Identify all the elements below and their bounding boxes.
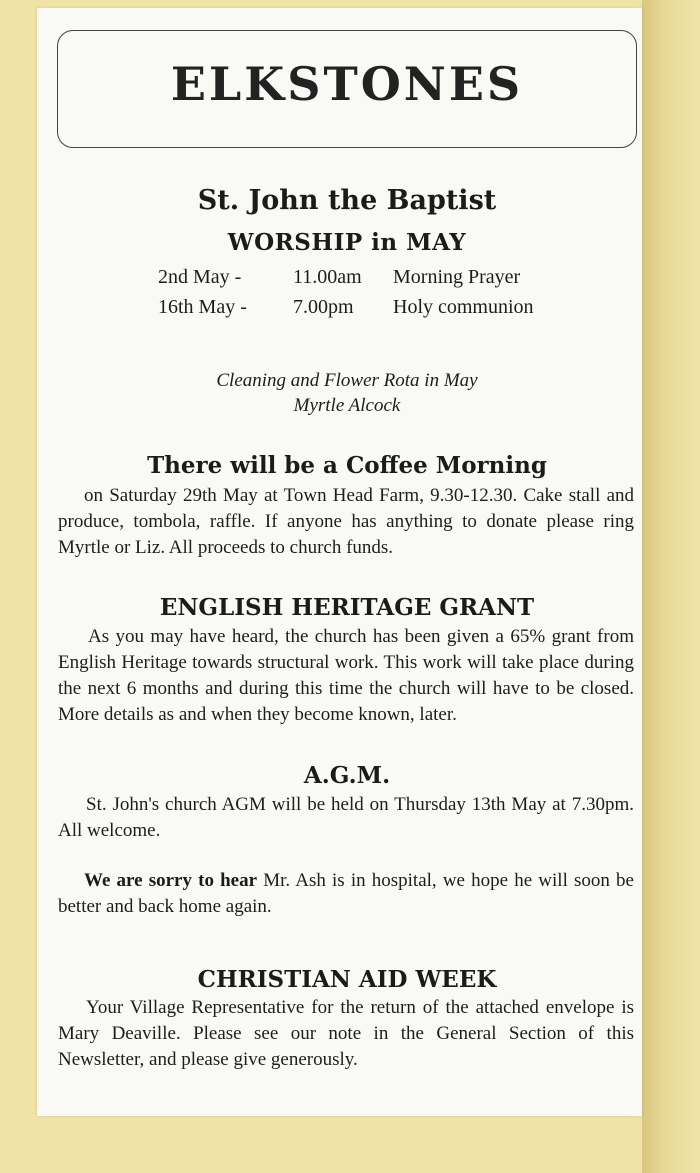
church-name: St. John the Baptist — [197, 185, 497, 216]
service-row — [158, 262, 534, 292]
newsletter-page — [37, 8, 642, 1116]
worship-heading: WORSHIP in MAY — [227, 229, 467, 256]
christian-aid-text: Your Village Representative for the return of the attached envelope is Mary Deaville. Please see our note in the General Section of this Newsletter, and please give generously. — [58, 997, 634, 1070]
page-edge — [642, 0, 700, 1173]
sorry-paragraph — [58, 868, 634, 920]
rota-title: Cleaning and Flower Rota in May — [216, 370, 478, 391]
heritage-text: As you may have heard, the church has been given a 65% grant from English Heritage towards structural work. This work will take place during the next 6 months and during this time the church will have to be closed. More details as and when they become known, later. — [58, 626, 634, 725]
service-time: 7.00pm — [293, 296, 354, 318]
agm-text: St. John's church AGM will be held on Thursday 13th May at 7.30pm. All welcome. — [58, 794, 634, 841]
rota-block — [37, 368, 657, 418]
service-name: Holy communion — [393, 296, 534, 318]
coffee-heading: There will be a Coffee Morning — [147, 452, 547, 479]
sorry-lead: We are sorry to hear — [84, 870, 258, 891]
service-date: 2nd May - — [158, 266, 242, 288]
service-list — [158, 262, 534, 322]
rota-name: Myrtle Alcock — [293, 395, 401, 416]
coffee-text: on Saturday 29th May at Town Head Farm, 9.30-12.30. Cake stall and produce, tombola, raffle. If anyone has anything to donate please ring Myrtle or Liz. All proceeds to church funds. — [58, 485, 634, 558]
service-row — [158, 292, 534, 322]
sorry-text: Mr. Ash is in hospital, we hope he will soon be better and back home again. — [58, 870, 634, 917]
service-time: 11.00am — [293, 266, 362, 288]
agm-heading: A.G.M. — [303, 762, 391, 789]
page-title: ELKSTONES — [170, 57, 524, 111]
christian-aid-heading: CHRISTIAN AID WEEK — [197, 966, 497, 993]
service-date: 16th May - — [158, 296, 247, 318]
service-name: Morning Prayer — [393, 266, 521, 288]
title-box — [57, 30, 637, 148]
heritage-heading: ENGLISH HERITAGE GRANT — [159, 594, 535, 621]
